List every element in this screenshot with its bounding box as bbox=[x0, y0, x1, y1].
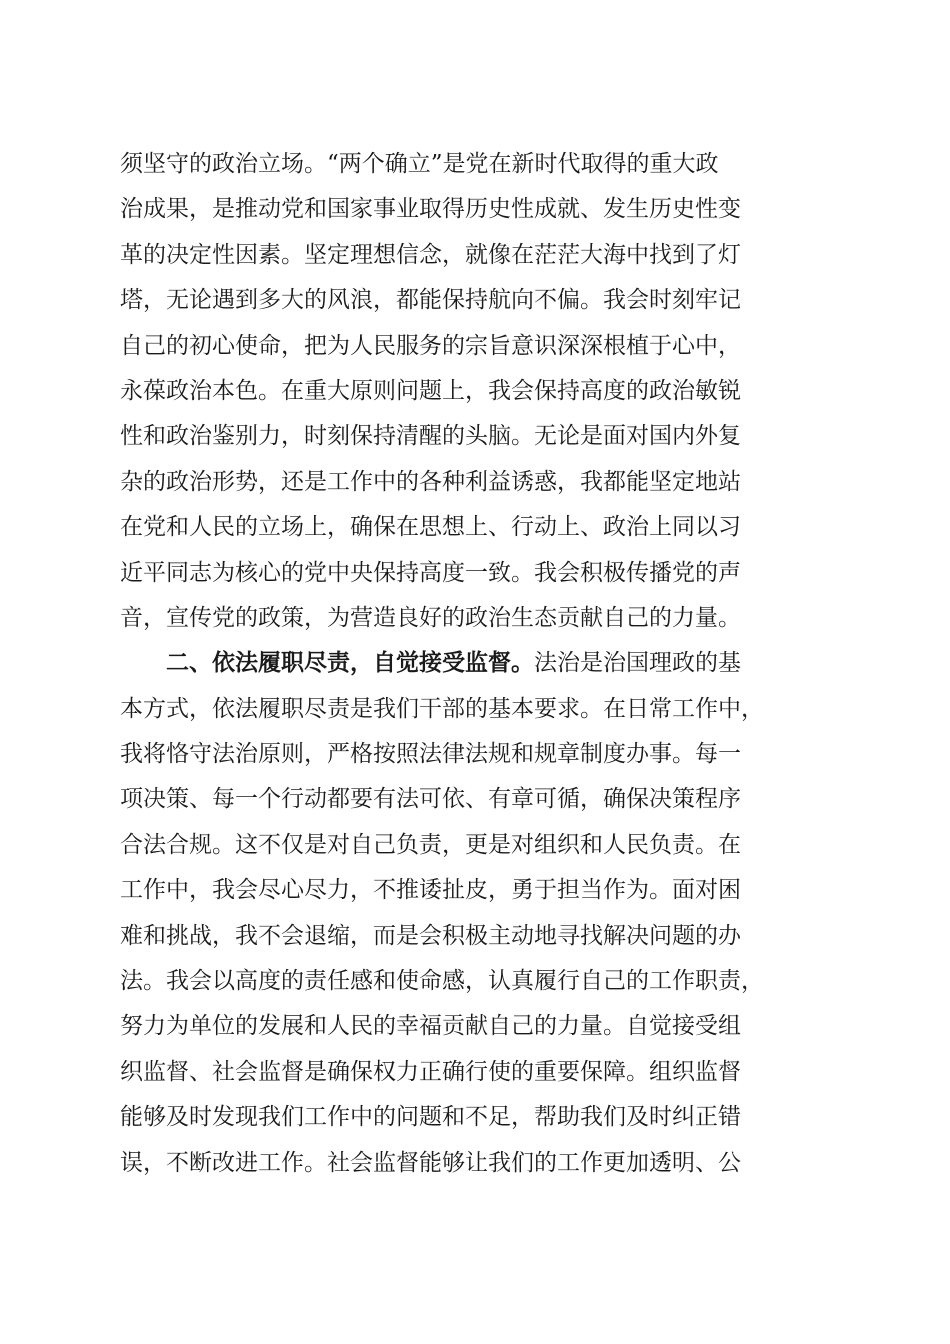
text-segment: 法治是治国理政的基 bbox=[534, 650, 741, 677]
text-line: 能够及时发现我们工作中的问题和不足，帮助我们及时纠正错 bbox=[120, 1104, 741, 1131]
paragraph-1 bbox=[120, 142, 832, 641]
text-line: 难和挑战，我不会退缩，而是会积极主动地寻找解决问题的办 bbox=[120, 922, 741, 949]
text-line: 工作中，我会尽心尽力，不推诿扯皮，勇于担当作为。面对困 bbox=[120, 877, 741, 904]
paragraph-2 bbox=[120, 641, 832, 1186]
text-line: 革的决定性因素。坚定理想信念，就像在茫茫大海中找到了灯 bbox=[120, 241, 741, 268]
text-line: 误，不断改进工作。社会监督能够让我们的工作更加透明、公 bbox=[120, 1149, 741, 1176]
text-line: 性和政治鉴别力，时刻保持清醒的头脑。无论是面对国内外复 bbox=[120, 423, 741, 450]
text-line: 织监督、社会监督是确保权力正确行使的重要保障。组织监督 bbox=[120, 1058, 741, 1085]
text-line: 永葆政治本色。在重大原则问题上，我会保持高度的政治敏锐 bbox=[120, 377, 741, 404]
text-line: 塔，无论遇到多大的风浪，都能保持航向不偏。我会时刻牢记 bbox=[120, 287, 741, 314]
text-line: 须坚守的政治立场。“两个确立”是党在新时代取得的重大政 bbox=[120, 151, 719, 177]
text-line: 努力为单位的发展和人民的幸福贡献自己的力量。自觉接受组 bbox=[120, 1013, 741, 1040]
section-heading: 二、依法履职尽责，自觉接受监督。 bbox=[166, 650, 534, 677]
paragraph-2-first-line bbox=[120, 641, 832, 686]
text-line: 我将恪守法治原则，严格按照法律法规和规章制度办事。每一 bbox=[120, 741, 741, 768]
text-line: 近平同志为核心的党中央保持高度一致。我会积极传播党的声 bbox=[120, 559, 741, 586]
body-text bbox=[120, 142, 832, 1186]
text-line: 在党和人民的立场上，确保在思想上、行动上、政治上同以习 bbox=[120, 514, 741, 541]
text-line: 杂的政治形势，还是工作中的各种利益诱惑，我都能坚定地站 bbox=[120, 468, 741, 495]
text-line: 治成果，是推动党和国家事业取得历史性成就、发生历史性变 bbox=[120, 196, 741, 223]
text-line: 法。我会以高度的责任感和使命感，认真履行自己的工作职责， bbox=[120, 968, 764, 995]
text-line: 自己的初心使命，把为人民服务的宗旨意识深深根植于心中， bbox=[120, 332, 741, 359]
text-line: 音，宣传党的政策，为营造良好的政治生态贡献自己的力量。 bbox=[120, 604, 741, 631]
text-line: 本方式，依法履职尽责是我们干部的基本要求。在日常工作中， bbox=[120, 695, 764, 722]
text-line: 合法合规。这不仅是对自己负责，更是对组织和人民负责。在 bbox=[120, 831, 741, 858]
text-line: 项决策、每一个行动都要有法可依、有章可循，确保决策程序 bbox=[120, 786, 741, 813]
